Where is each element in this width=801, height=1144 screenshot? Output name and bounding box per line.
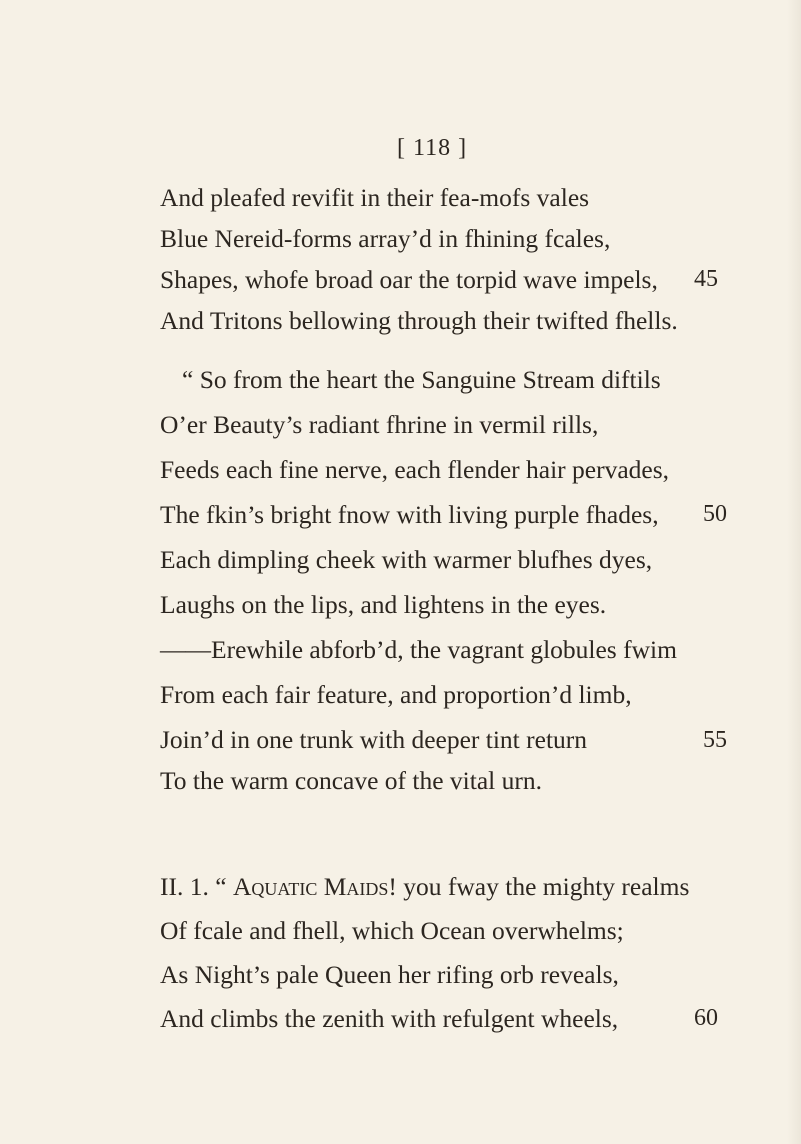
section-prefix: II. 1. “ bbox=[160, 872, 233, 901]
verse-line: Feeds each fine nerve, each flender hair pervades, bbox=[160, 455, 670, 484]
section-rest: ! you fway the mighty realms bbox=[388, 872, 690, 901]
verse-line: To the warm concave of the vital urn. bbox=[160, 766, 542, 795]
verse-line: Blue Nereid-forms array’d in fhining fcales, bbox=[160, 224, 611, 253]
line-number: 55 bbox=[703, 727, 727, 753]
verse-line: From each fair feature, and proportion’d limb, bbox=[160, 680, 632, 709]
verse-line: Each dimpling cheek with warmer blufhes dyes, bbox=[160, 545, 653, 574]
verse-line: The fkin’s bright fnow with living purple fhades, bbox=[160, 500, 659, 529]
verse-line: Join’d in one trunk with deeper tint return bbox=[160, 725, 588, 754]
line-number: 45 bbox=[694, 266, 718, 292]
section-smallcaps: Aquatic Maids bbox=[232, 872, 389, 901]
verse-line: “ So from the heart the Sanguine Stream diftils bbox=[182, 365, 661, 394]
verse-line: Shapes, whofe broad oar the torpid wave impels, bbox=[160, 265, 658, 294]
verse-line: Laughs on the lips, and lightens in the eyes. bbox=[160, 590, 607, 619]
verse-line: ——Erewhile abforb’d, the vagrant globules fwim bbox=[160, 635, 677, 664]
line-number: 50 bbox=[703, 501, 727, 527]
section-heading-line bbox=[160, 872, 689, 902]
verse-line: Of fcale and fhell, which Ocean overwhelms; bbox=[160, 916, 624, 945]
verse-line: And climbs the zenith with refulgent wheels, bbox=[160, 1004, 619, 1033]
page-number-header: [ 118 ] bbox=[397, 135, 468, 161]
verse-line: And pleafed revifit in their fea-mofs vales bbox=[160, 183, 590, 212]
line-number: 60 bbox=[694, 1005, 718, 1031]
verse-line: As Night’s pale Queen her rifing orb reveals, bbox=[160, 960, 619, 989]
verse-line: And Tritons bellowing through their twifted fhells. bbox=[160, 306, 678, 335]
verse-line: O’er Beauty’s radiant fhrine in vermil rills, bbox=[160, 410, 599, 439]
